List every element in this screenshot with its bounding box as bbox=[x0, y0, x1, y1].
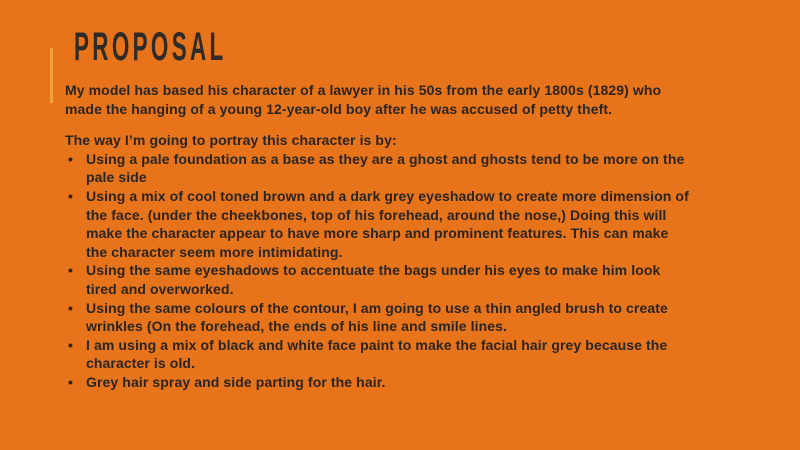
bullet-item: • I am using a mix of black and white face paint to make the facial hair grey because the character is old. bbox=[65, 336, 693, 373]
slide-title: PROPOSAL bbox=[74, 25, 227, 69]
bullet-item: • Using a mix of cool toned brown and a dark grey eyeshadow to create more dimension of the face. (under the cheekbones, top of his forehead, around the nose,) Doing this will make the character appear to have more sharp and prominent features. This can make the character seem more intimidating. bbox=[65, 187, 693, 261]
bullet-item: • Using the same eyeshadows to accentuate the bags under his eyes to make him look tired and overworked. bbox=[65, 261, 693, 298]
title-accent-line bbox=[50, 48, 53, 103]
bullet-item: • Using the same colours of the contour, I am going to use a thin angled brush to create wrinkles (On the forehead, the ends of his line and smile lines. bbox=[65, 299, 693, 336]
list-intro: The way I’m going to portray this character is by: bbox=[65, 132, 397, 149]
slide-body bbox=[65, 81, 693, 392]
bullet-item: • Grey hair spray and side parting for the hair. bbox=[65, 373, 693, 392]
intro-paragraph: My model has based his character of a lawyer in his 50s from the early 1800s (1829) who made the hanging of a young 12-year-old boy after he was accused of petty theft. bbox=[65, 82, 662, 117]
bullet-item: • Using a pale foundation as a base as they are a ghost and ghosts tend to be more on the pale side bbox=[65, 150, 693, 187]
bullet-list bbox=[65, 150, 693, 392]
